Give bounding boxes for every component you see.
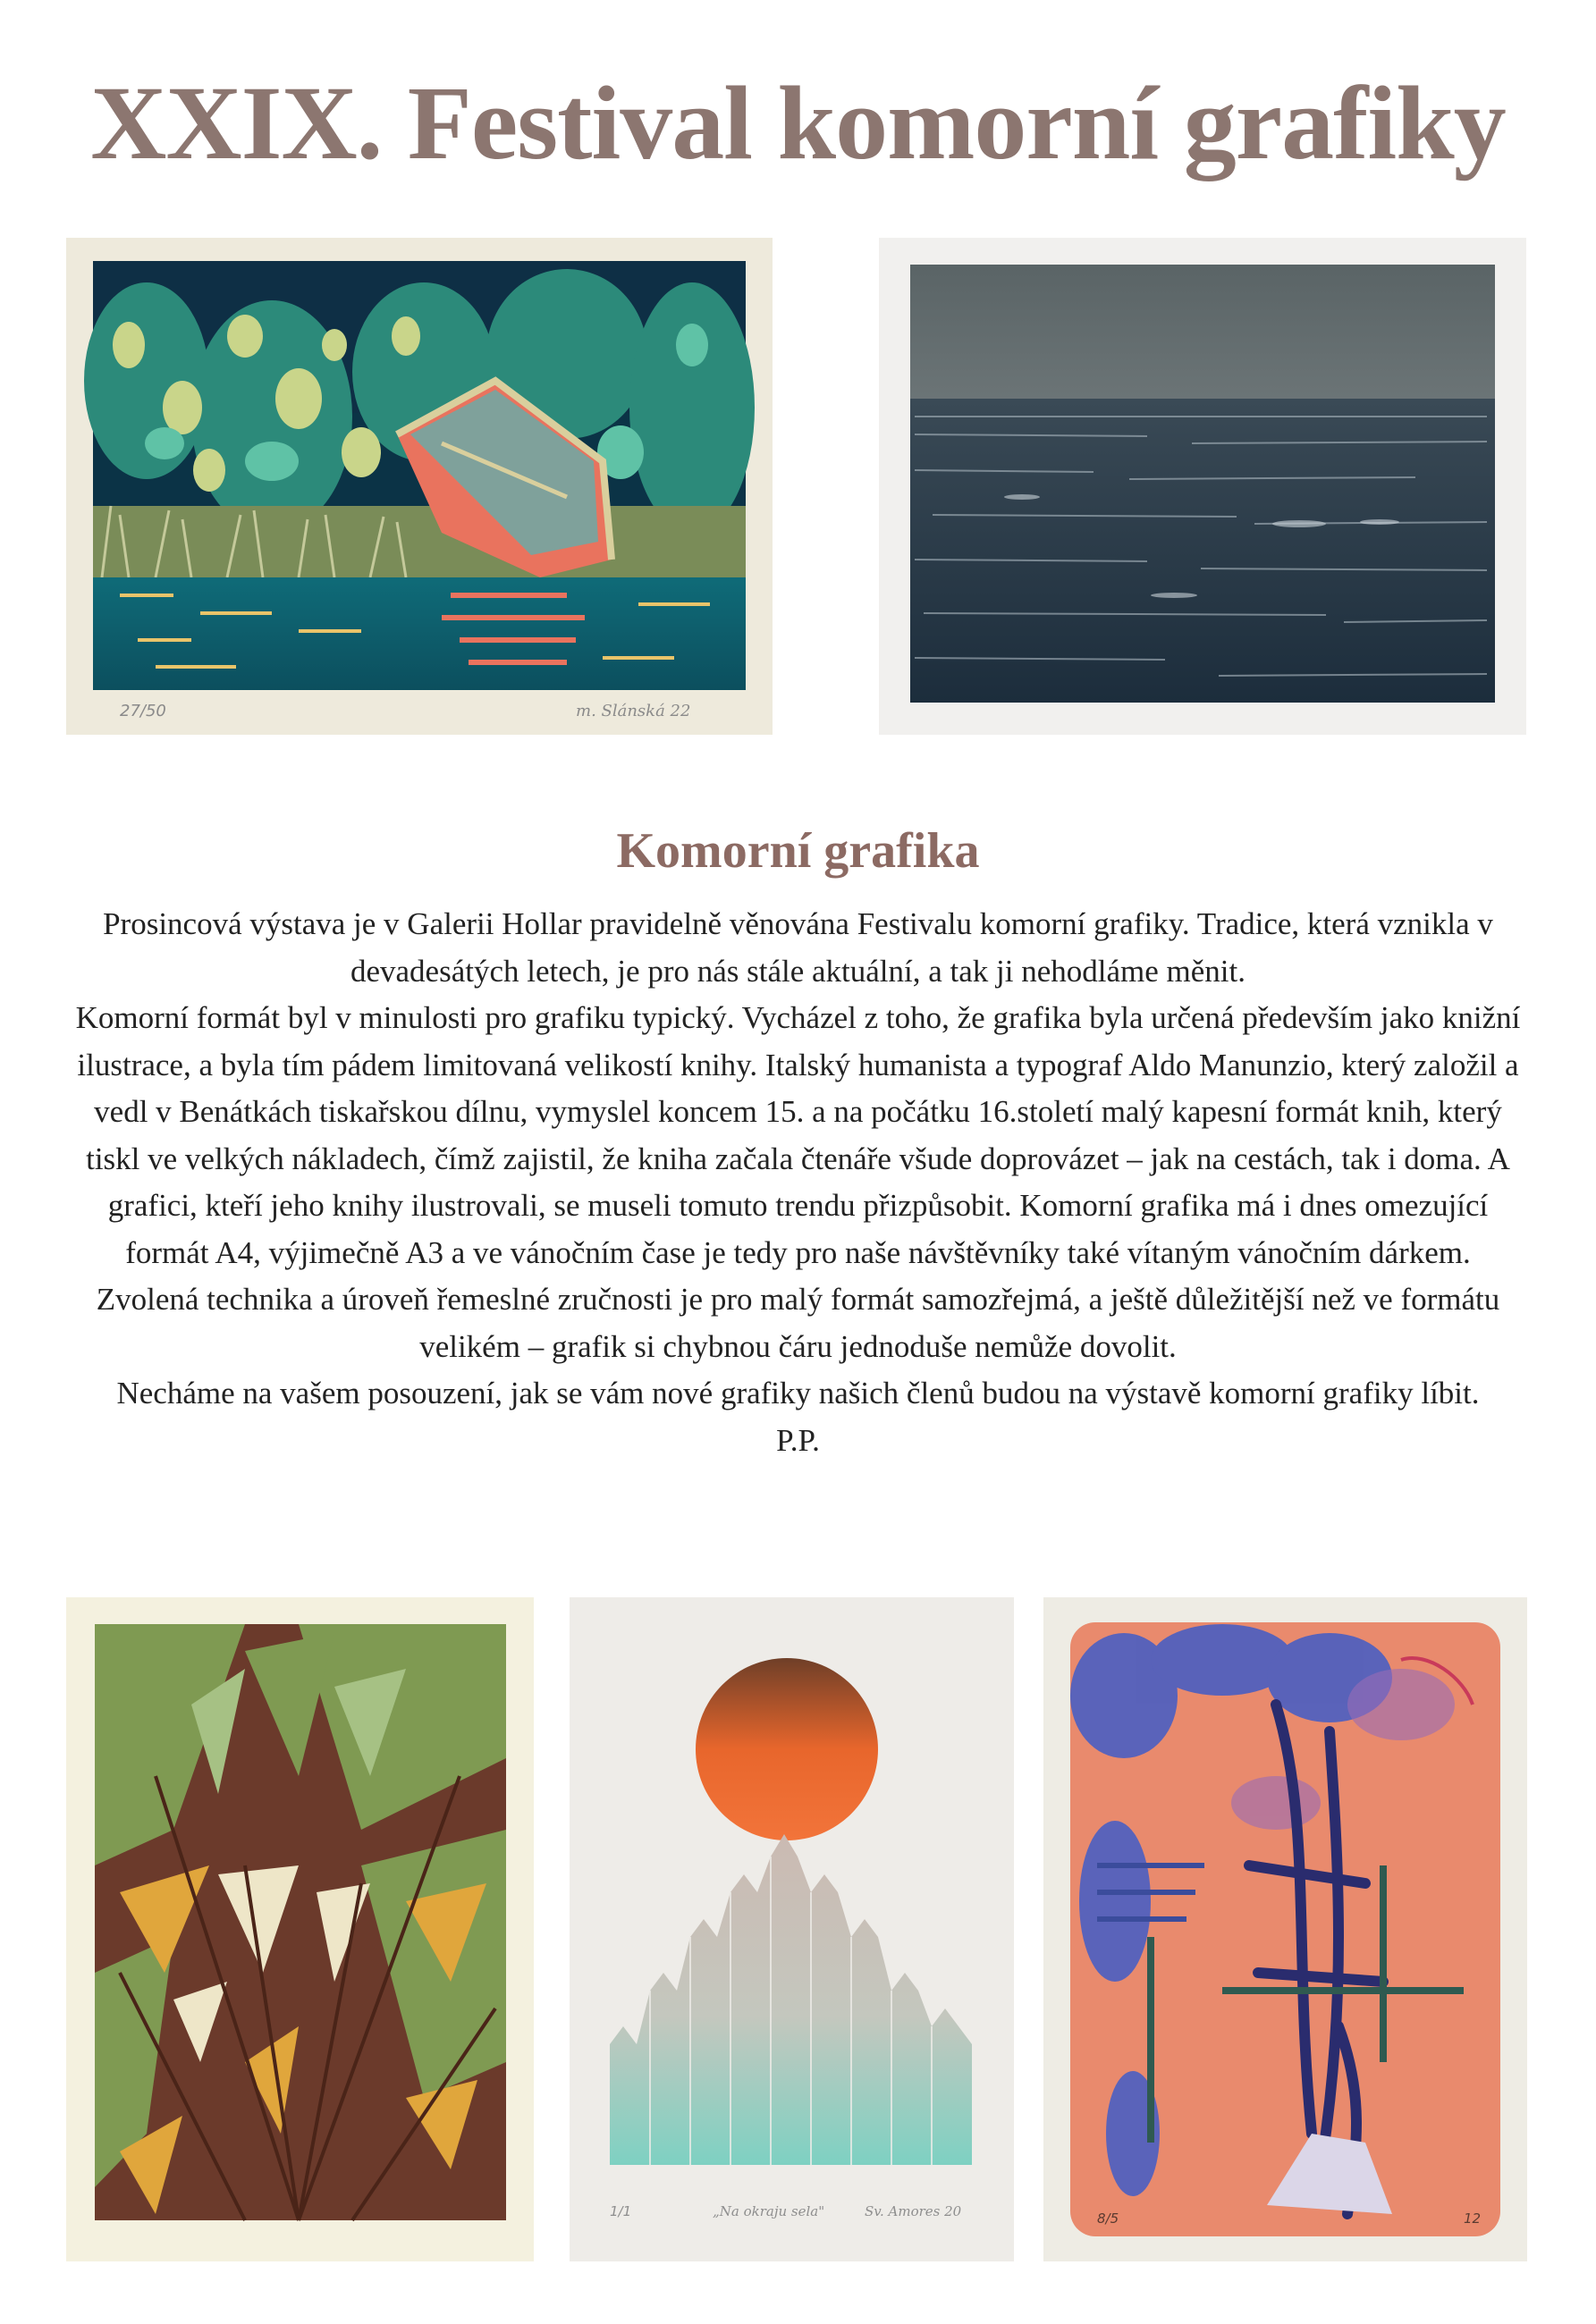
sun-print-edition: 1/1 (610, 2203, 632, 2219)
abstract-print-image (1043, 1597, 1527, 2261)
boat-print-image (66, 238, 773, 735)
forest-print-image (66, 1597, 534, 2261)
paragraph: Komorní formát byl v minulosti pro grafiku typický. Vycházel z toho, že grafika byla určená především jako knižní ilustrace, a byla tím pádem limitovaná velikostí knihy. Italský humanista a typograf Aldo Manunzio, který založil a vedl v Benátkách tiskařskou dílnu, vymyslel koncem 15. a na počátku 16.století malý kapesní formát knih, který tiskl ve velkých nákladech, čímž zajistil, že kniha začala čtenáře všude doprovázet – jak na cestách, tak i doma. A grafici, kteří jeho knihy ilustrovali, se museli tomuto trendu přizpůsobit. Komorní grafika má i dnes omezující formát A4, výjimečně A3 a ve vánočním čase je tedy pro naše návštěvníky také vítaným vánočním dárkem. (75, 1000, 1521, 1270)
page-title: XXIX. Festival komorní grafiky (90, 64, 1506, 181)
section-heading: Komorní grafika (616, 823, 980, 879)
sun-print-caption: „Na okraju sela" (713, 2203, 825, 2219)
sun-print-image (570, 1597, 1014, 2261)
boat-print-signature: m. Slánská 22 (576, 702, 691, 720)
boat-print-edition: 27/50 (120, 702, 166, 720)
paragraph: Prosincová výstava je v Galerii Hollar pravidelně věnována Festivalu komorní grafiky. Tradice, která vznikla v devadesátých letech, je pro nás stále aktuální, a tak ji nehodláme měnit. (103, 906, 1493, 989)
author-initials: P.P. (776, 1422, 820, 1458)
sun-print-signature: Sv. Amores 20 (865, 2203, 962, 2219)
paragraph: Necháme na vašem posouzení, jak se vám nové grafiky našich členů budou na výstavě komorní grafiky líbit. (116, 1376, 1480, 1410)
paragraph: Zvolená technika a úroveň řemeslné zručnosti je pro malý formát samozřejmá, a ještě důležitější než ve formátu velikém – grafik si chybnou čáru jednoduše nemůže dovolit. (96, 1282, 1500, 1364)
abstract-print-signature: 12 (1464, 2210, 1482, 2227)
sea-photo-image (879, 238, 1526, 735)
article-body (72, 901, 1524, 1464)
abstract-print-edition: 8/5 (1097, 2210, 1119, 2227)
